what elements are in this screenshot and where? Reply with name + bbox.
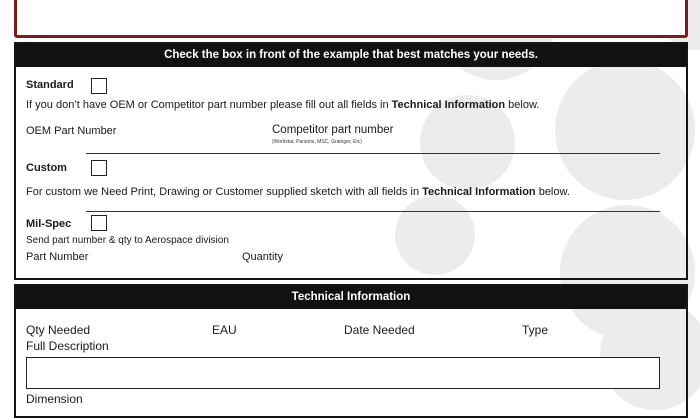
competitor-part-number-label: Competitor part number bbox=[272, 124, 394, 136]
type-label: Type bbox=[522, 323, 549, 337]
section-divider bbox=[86, 153, 660, 154]
technical-information-header: Technical Information bbox=[16, 286, 686, 309]
milspec-checkbox[interactable] bbox=[91, 215, 107, 231]
section-divider bbox=[86, 211, 660, 212]
custom-label: Custom bbox=[26, 162, 67, 174]
oem-part-number-label: OEM Part Number bbox=[26, 125, 117, 137]
standard-label: Standard bbox=[26, 79, 74, 91]
custom-instruction: For custom we Need Print, Drawing or Customer supplied sketch with all fields in Technical Information below. bbox=[26, 186, 570, 198]
custom-checkbox[interactable] bbox=[91, 160, 107, 176]
milspec-instruction: Send part number & qty to Aerospace division bbox=[26, 235, 229, 246]
competitor-examples-note: (Workstar, Parsons, MSC, Grainger, Etc) bbox=[272, 139, 362, 145]
qty-needed-label: Qty Needed bbox=[26, 323, 91, 337]
milspec-label: Mil-Spec bbox=[26, 218, 72, 230]
milspec-part-number-label: Part Number bbox=[26, 251, 89, 263]
technical-information-panel bbox=[14, 284, 688, 418]
full-description-field[interactable] bbox=[26, 357, 660, 389]
dimension-label: Dimension bbox=[26, 392, 83, 406]
standard-instruction: If you don’t have OEM or Competitor part number please fill out all fields in Technical Information below. bbox=[26, 99, 540, 111]
options-panel-header: Check the box in front of the example that best matches your needs. bbox=[16, 44, 686, 67]
milspec-quantity-label: Quantity bbox=[242, 251, 283, 263]
full-description-label: Full Description bbox=[26, 339, 109, 353]
date-needed-label: Date Needed bbox=[344, 323, 415, 337]
eau-label: EAU bbox=[212, 323, 237, 337]
previous-section-frame bbox=[14, 0, 688, 38]
standard-checkbox[interactable] bbox=[91, 78, 107, 94]
